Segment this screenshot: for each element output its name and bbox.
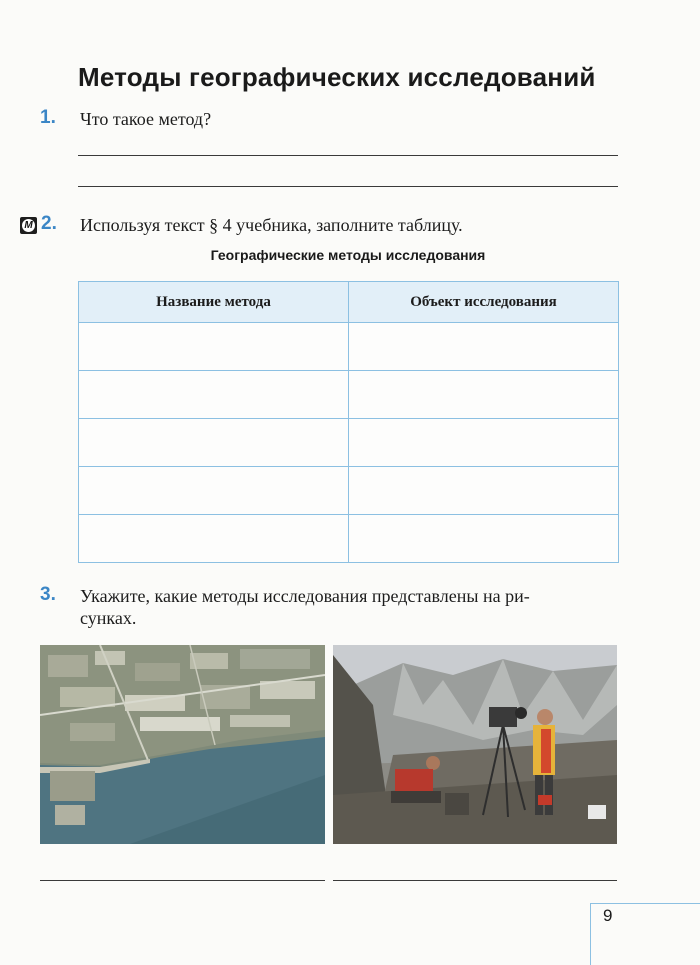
cell-research-object[interactable] <box>349 515 619 563</box>
answer-line-photo-2[interactable] <box>333 880 617 881</box>
question-3-text-line-2: сунках. <box>80 608 137 628</box>
table-caption: Географические методы исследования <box>210 247 486 263</box>
question-1-text: Что такое метод? <box>80 109 212 129</box>
cell-research-object[interactable] <box>349 419 619 467</box>
question-3-number: 3. <box>40 584 56 605</box>
answer-line-2[interactable] <box>78 186 618 187</box>
cell-method-name[interactable] <box>79 515 349 563</box>
table-row <box>79 371 619 419</box>
answer-line-1[interactable] <box>78 155 618 156</box>
cell-research-object[interactable] <box>349 371 619 419</box>
table-row <box>79 323 619 371</box>
method-badge-letter: М <box>22 219 35 232</box>
photo-surveyors-mountains-icon <box>333 645 617 844</box>
page-title: Методы географических исследований <box>78 62 596 92</box>
question-1-number: 1. <box>40 107 56 128</box>
answer-line-photo-1[interactable] <box>40 880 325 881</box>
header-method-name: Название метода <box>79 282 349 323</box>
question-2-text: Используя текст § 4 учебника, заполните таблицу. <box>80 215 463 235</box>
page-number: 9 <box>603 906 613 925</box>
cell-research-object[interactable] <box>349 323 619 371</box>
cell-method-name[interactable] <box>79 467 349 515</box>
table-row <box>79 467 619 515</box>
methods-table <box>78 281 619 563</box>
cell-method-name[interactable] <box>79 371 349 419</box>
table-row <box>79 515 619 563</box>
question-2-number: 2. <box>41 213 57 234</box>
cell-research-object[interactable] <box>349 467 619 515</box>
cell-method-name[interactable] <box>79 419 349 467</box>
table-row <box>79 419 619 467</box>
cell-method-name[interactable] <box>79 323 349 371</box>
aerial-photo-city-coast-icon <box>40 645 325 844</box>
method-badge-icon <box>20 217 37 234</box>
table-header-row <box>79 282 619 323</box>
header-research-object: Объект исследования <box>349 282 619 323</box>
question-3-text-line-1: Укажите, какие методы исследования представлены на ри- <box>80 586 530 606</box>
